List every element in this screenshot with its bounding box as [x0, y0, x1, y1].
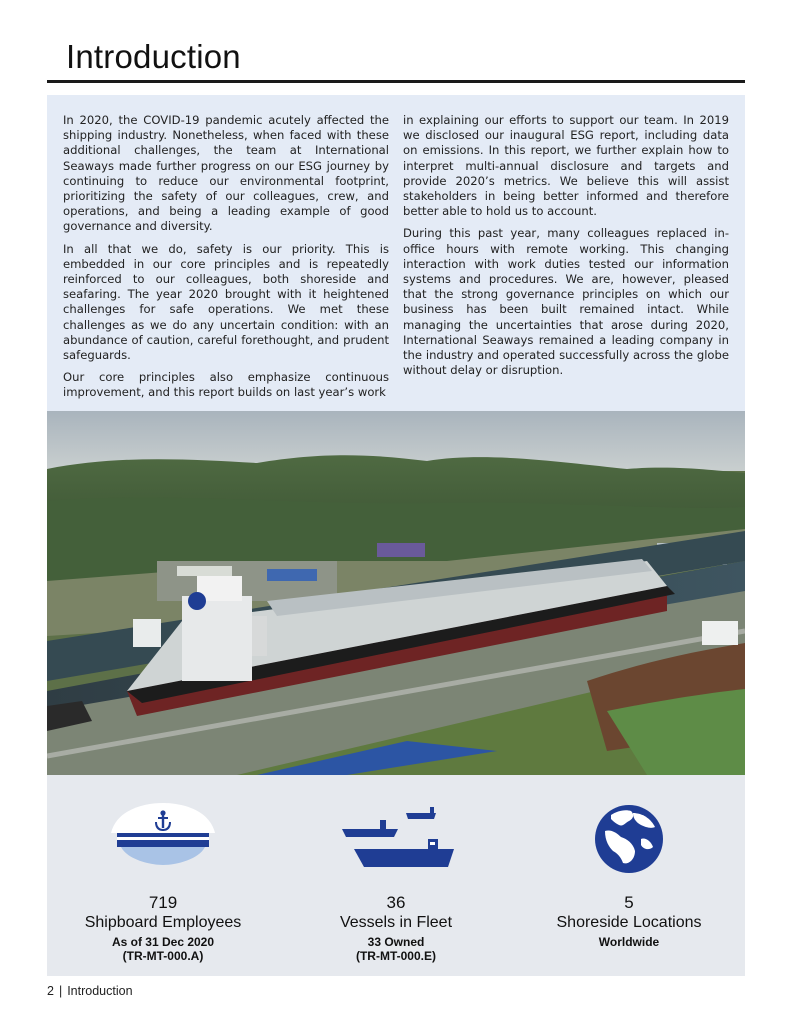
footer-section-name: Introduction [67, 984, 133, 998]
captain-hat-anchor-icon [107, 803, 219, 869]
intro-paragraph: in explaining our efforts to support our team. In 2019 we disclosed our inaugural ESG report, including data on emissions. In this report, we further explain how to interpret multi-annual disclosure and targets and provide 2020’s metrics. We believe this will assist stakeholders in being better informed and therefore better able to hold us to account. [403, 113, 729, 219]
stat-subtext: 33 Owned [367, 935, 425, 949]
intro-paragraph: Our core principles also emphasize continuous improvement, and this report builds on last year’s work [63, 370, 389, 400]
stat-number: 719 [148, 893, 178, 912]
intro-paragraph: During this past year, many colleagues replaced in-office hours with remote working. This changing interaction with work duties tested our information systems and procedures. We are, however, pleased that the strong governance principles on which our business has been built remained intact. While managing the uncertainties that arose during 2020, International Seaways remained a leading company in the industry and operated successfully across the globe without delay or disruption. [403, 226, 729, 378]
page-footer [47, 984, 133, 998]
intro-paragraph: In 2020, the COVID-19 pandemic acutely affected the shipping industry. Nonetheless, when faced with these additional challenges, the team at International Seaways made further progress on our ESG journey by continuing to reduce our environmental footprint, prioritizing the safety of our colleagues, crew, and operations, and being a leading example of good governance and diversity. [63, 113, 389, 234]
stat-subtext: Worldwide [598, 935, 660, 949]
stat-vessels-in-fleet [280, 775, 512, 976]
stat-shipboard-employees [47, 775, 279, 976]
globe-icon [593, 803, 665, 875]
page-number: 2 [47, 984, 54, 998]
intro-right-column [403, 113, 729, 385]
stat-reference-code: (TR-MT-000.E) [355, 949, 436, 963]
stat-number: 36 [386, 893, 406, 912]
ships-icon [336, 803, 456, 873]
tanker-in-canal-photo [47, 411, 745, 775]
intro-left-column [63, 113, 389, 408]
intro-text-panel [47, 95, 745, 411]
title-divider [47, 80, 745, 83]
page-title: Introduction [66, 38, 241, 75]
stat-shoreside-locations [513, 775, 745, 976]
stat-label: Shoreside Locations [556, 914, 702, 931]
stat-label: Vessels in Fleet [339, 914, 453, 931]
stat-number: 5 [624, 893, 634, 912]
intro-paragraph: In all that we do, safety is our priority. This is embedded in our core principles and is repeatedly reinforced to our colleagues, both shoreside and seafaring. The year 2020 brought with it heightened challenges for safe operations. We met these challenges as we do any uncertain condition: with an abundance of caution, careful forethought, and prudent safeguards. [63, 241, 389, 363]
footer-separator: | [58, 984, 63, 998]
stat-subtext: As of 31 Dec 2020 [111, 935, 215, 949]
stat-reference-code: (TR-MT-000.A) [122, 949, 204, 963]
key-stats-panel [47, 775, 745, 976]
stat-label: Shipboard Employees [84, 914, 242, 931]
